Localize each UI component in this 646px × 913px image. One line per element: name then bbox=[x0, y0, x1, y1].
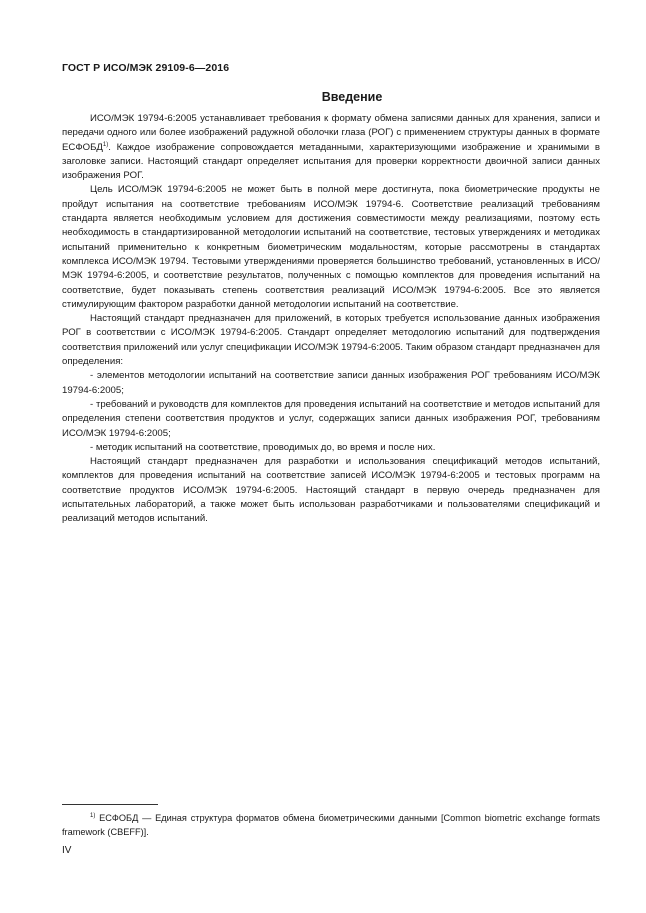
paragraph-1 bbox=[62, 112, 600, 183]
list-item: - требований и руководств для комплектов для проведения испытаний на соответствие и методов испытаний для определения степени соответствия продуктов и услуг, содержащих записи данных изображения РОГ, требованиям ИСО/МЭК 19794-6:2005; bbox=[62, 398, 600, 439]
footnote-ref[interactable]: 1) bbox=[102, 141, 109, 148]
paragraph-1-text: ИСО/МЭК 19794-6:2005 устанавливает требования к формату обмена записями данных для хранения, записи и передачи одного или более изображений радужной оболочки глаза (РОГ) с применением структуры данных в формате ЕСФОБД bbox=[62, 113, 600, 153]
paragraph-1-text-cont: . Каждое изображение сопровождается метаданными, характеризующими изображение и хранимыми в заголовке записи. Настоящий стандарт определяет испытания для проверки корректности двоичной записи данных изображения РОГ. bbox=[62, 141, 600, 182]
footnote-marker: 1) bbox=[90, 812, 96, 819]
page-number: IV bbox=[62, 845, 72, 856]
body-text bbox=[62, 112, 600, 527]
footnote-divider bbox=[62, 804, 158, 805]
footnote-text: ЕСФОБД — Единая структура форматов обмена биометрическими данными [Common biometric exchange formats framework (CBEFF)]. bbox=[62, 813, 600, 837]
list-item: - методик испытаний на соответствие, проводимых до, во время и после них. bbox=[90, 441, 436, 453]
paragraph-3: Настоящий стандарт предназначен для приложений, в которых требуется использование данных изображения РОГ в соответствии с ИСО/МЭК 19794-6:2005. Стандарт определяет методологию испытаний для подтверждения соответствия приложений или услуг спецификации ИСО/МЭК 19794-6:2005. Таким образом стандарт предназначен для определения: bbox=[62, 313, 600, 368]
paragraph-4: Настоящий стандарт предназначен для разработки и использования спецификаций методов испытаний, комплектов для проведения испытаний на соответствие записей ИСО/МЭК 19794-6:2005 и тестовых программ на соответствие продуктов ИСО/МЭК 19794-6:2005. Настоящий стандарт в первую очередь предназначен для испытательных лабораторий, а также может быть использован разработчиками и пользователями спецификаций и реализаций методов испытаний. bbox=[62, 456, 600, 525]
footnote bbox=[62, 811, 600, 839]
paragraph-2: Цель ИСО/МЭК 19794-6:2005 не может быть в полной мере достигнута, пока биометрические продукты не пройдут испытания на соответствие требованиям ИСО/МЭК 19794-6. Соответствие реализаций требованиям стандарта является необходимым условием для достижения совместимости между реализациями, поэтому есть необходимость в стандартизированной методологии испытаний на соответствие, тестовых утверждениях и методиках испытаний применительно к конкретным биометрическим модальностям, которые рассмотрены в стандартах комплекса ИСО/МЭК 19794. Тестовыми утверждениями проверяется большинство требований, установленных в ИСО/МЭК 19794-6:2005, и соответствие результатов, полученных с помощью комплектов для проведения испытаний на соответствие, будет показывать степень соответствия реализаций ИСО/МЭК 19794-6:2005. Все это является стимулирующим фактором разработки данной методологии испытаний на соответствие. bbox=[62, 184, 600, 310]
document-header: ГОСТ Р ИСО/МЭК 29109-6—2016 bbox=[62, 62, 230, 74]
page-title: Введение bbox=[321, 90, 383, 104]
list-item: - элементов методологии испытаний на соответствие записи данных изображения РОГ требованиям ИСО/МЭК 19794-6:2005; bbox=[62, 370, 600, 396]
